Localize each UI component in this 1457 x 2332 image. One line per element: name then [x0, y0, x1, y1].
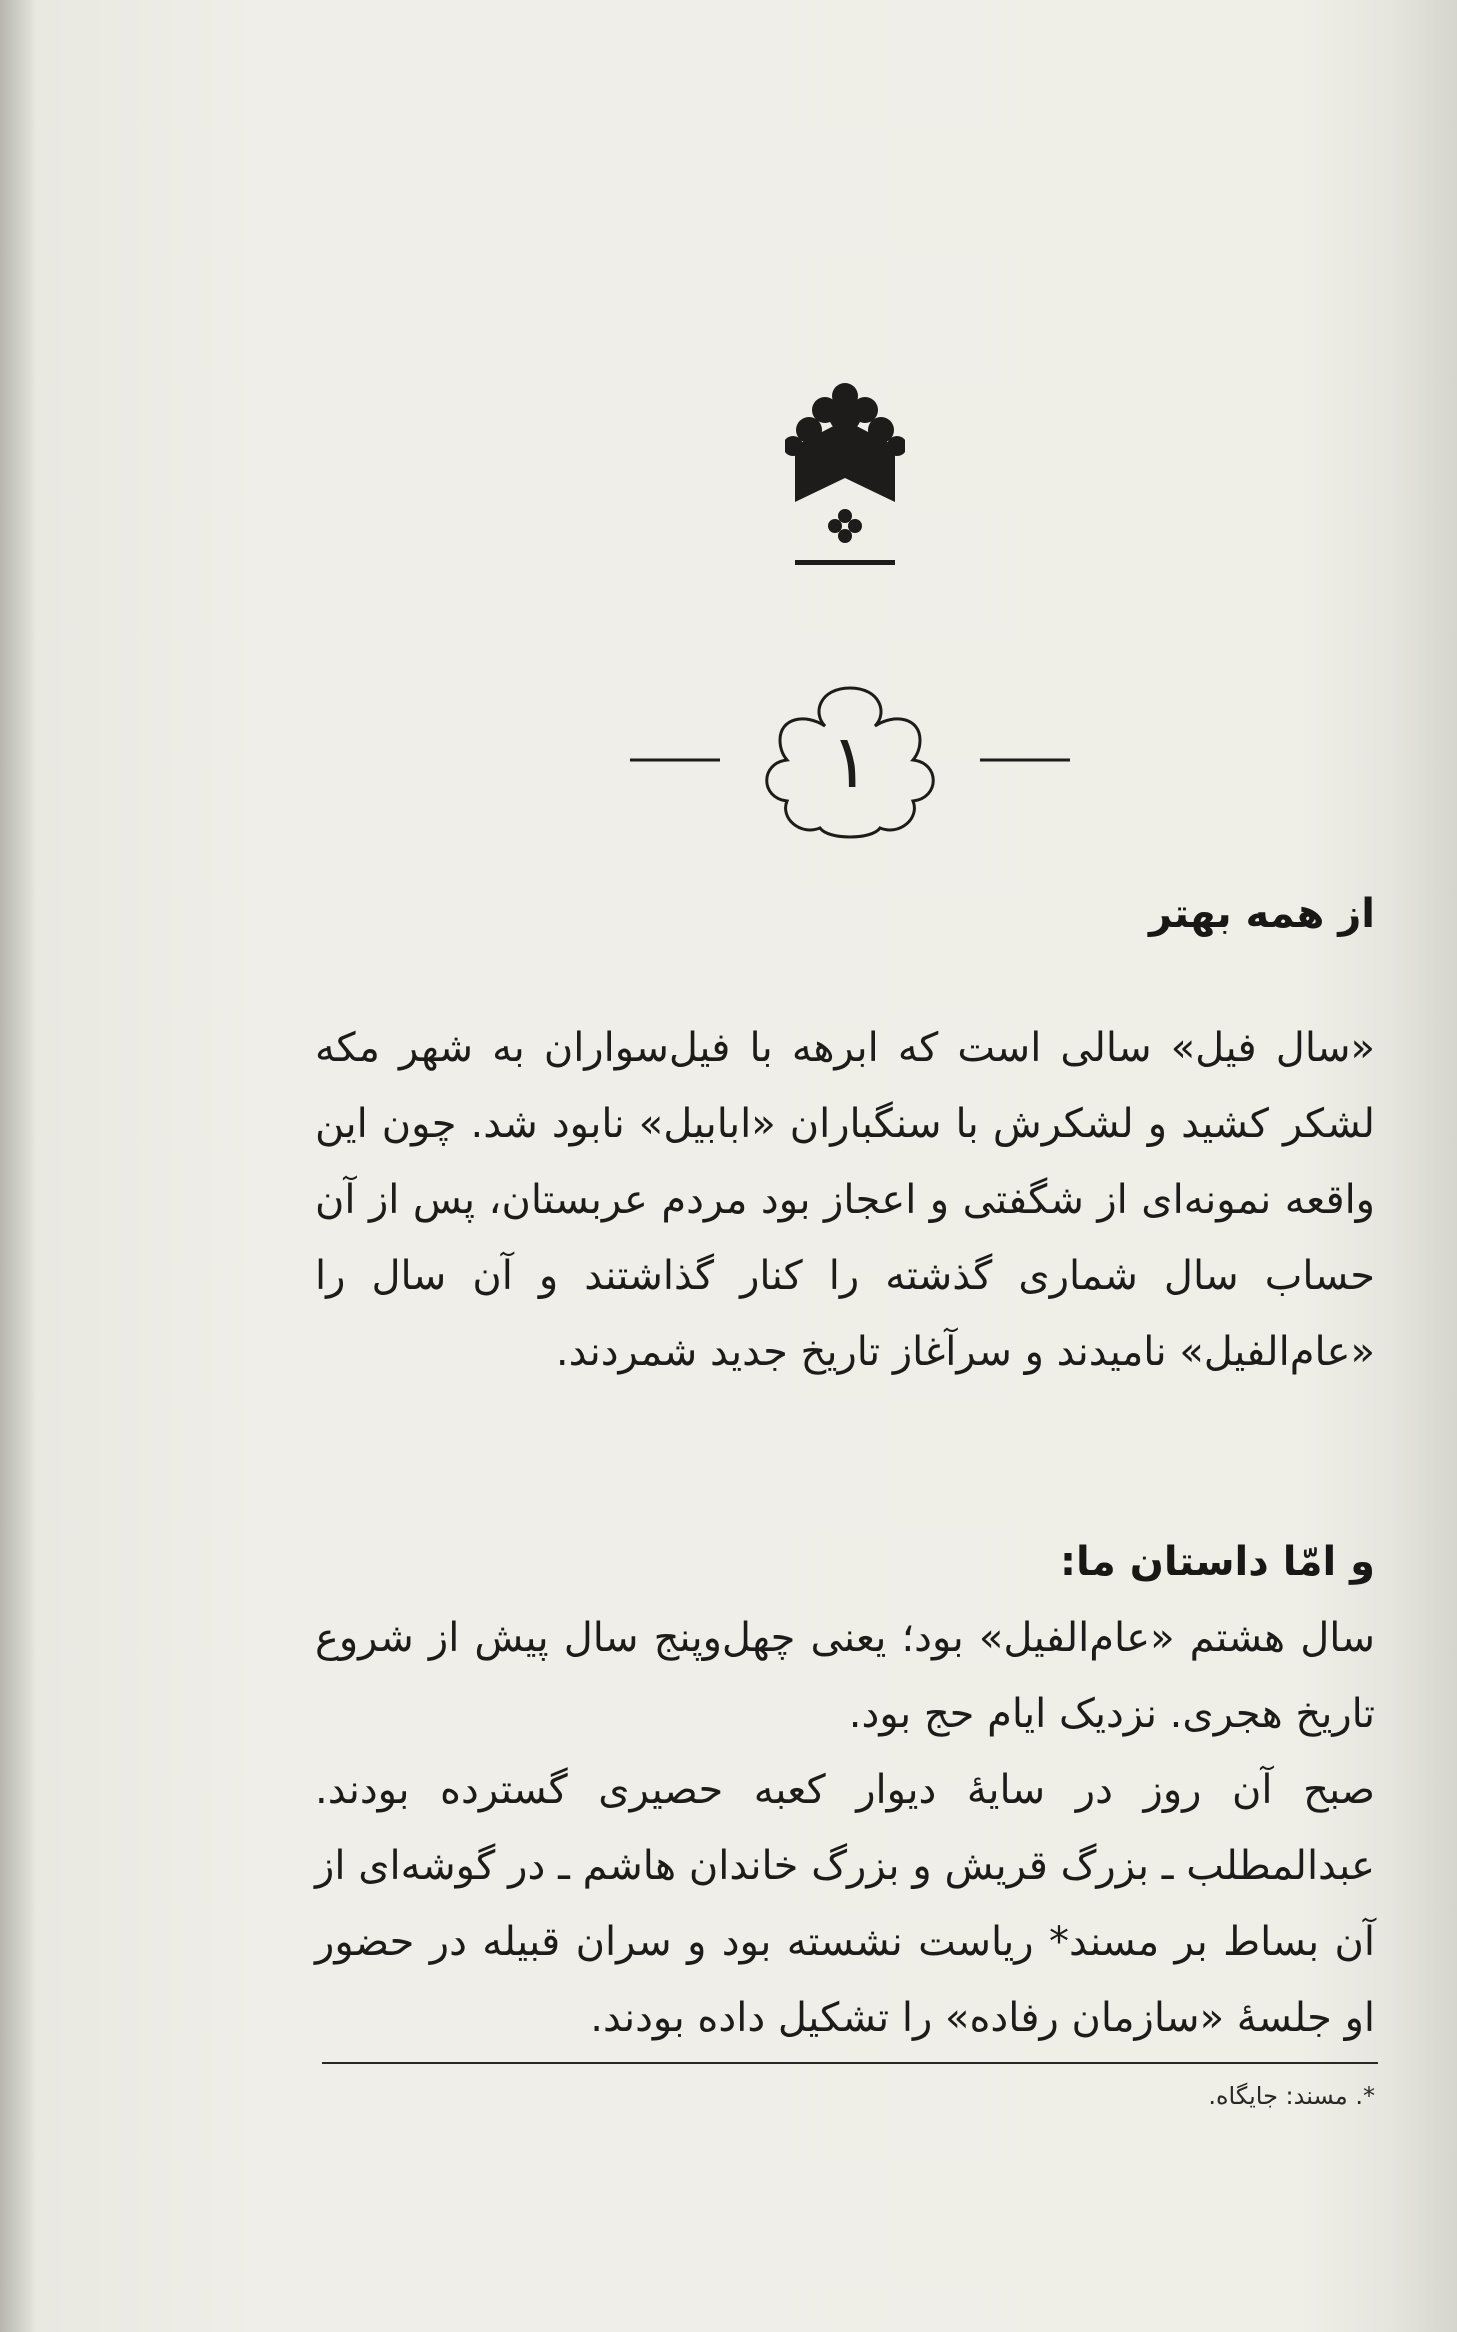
house-flower-emblem-icon — [785, 380, 905, 570]
paragraph: سال هشتم «عام‌الفیل» بود؛ یعنی چهل‌وپنج سال پیش از شروع تاریخ هجری. نزدیک ایام حج بود. — [315, 1615, 1375, 1737]
footnote: *. مسند: جایگاه. — [1208, 2082, 1375, 2110]
section-body — [315, 1010, 1375, 1390]
chapter-number: ۱ — [830, 719, 870, 805]
section-heading: و امّا داستان ما: — [1060, 1539, 1375, 1585]
section-body — [315, 1600, 1375, 2056]
footnote-divider — [322, 2062, 1378, 2064]
spine-shadow — [0, 0, 36, 2332]
paragraph: صبح آن روز در سایهٔ دیوار کعبه حصیری گسترده بودند. عبدالمطلب ـ بزرگ قریش و بزرگ خاندان هاشم ـ در گوشه‌ای از آن بساط بر مسند* ریاست نشسته بود و سران قبیله در حضور او جلسهٔ «سازمان رفاده» را تشکیل داده بودند. — [315, 1767, 1375, 2041]
paragraph: «سال فیل» سالی است که ابرهه با فیل‌سواران به شهر مکه لشکر کشید و لشکرش با سنگباران «ابابیل» نابود شد. چون این واقعه نمونه‌ای از شگفتی و اعجاز بود مردم عربستان، پس از آن حساب سال شماری گذشته را کنار گذاشتند و آن سال را «عام‌الفیل» نامیدند و سرآغاز تاریخ جدید شمردند. — [315, 1025, 1375, 1375]
section-heading: از همه بهتر — [1148, 891, 1375, 937]
